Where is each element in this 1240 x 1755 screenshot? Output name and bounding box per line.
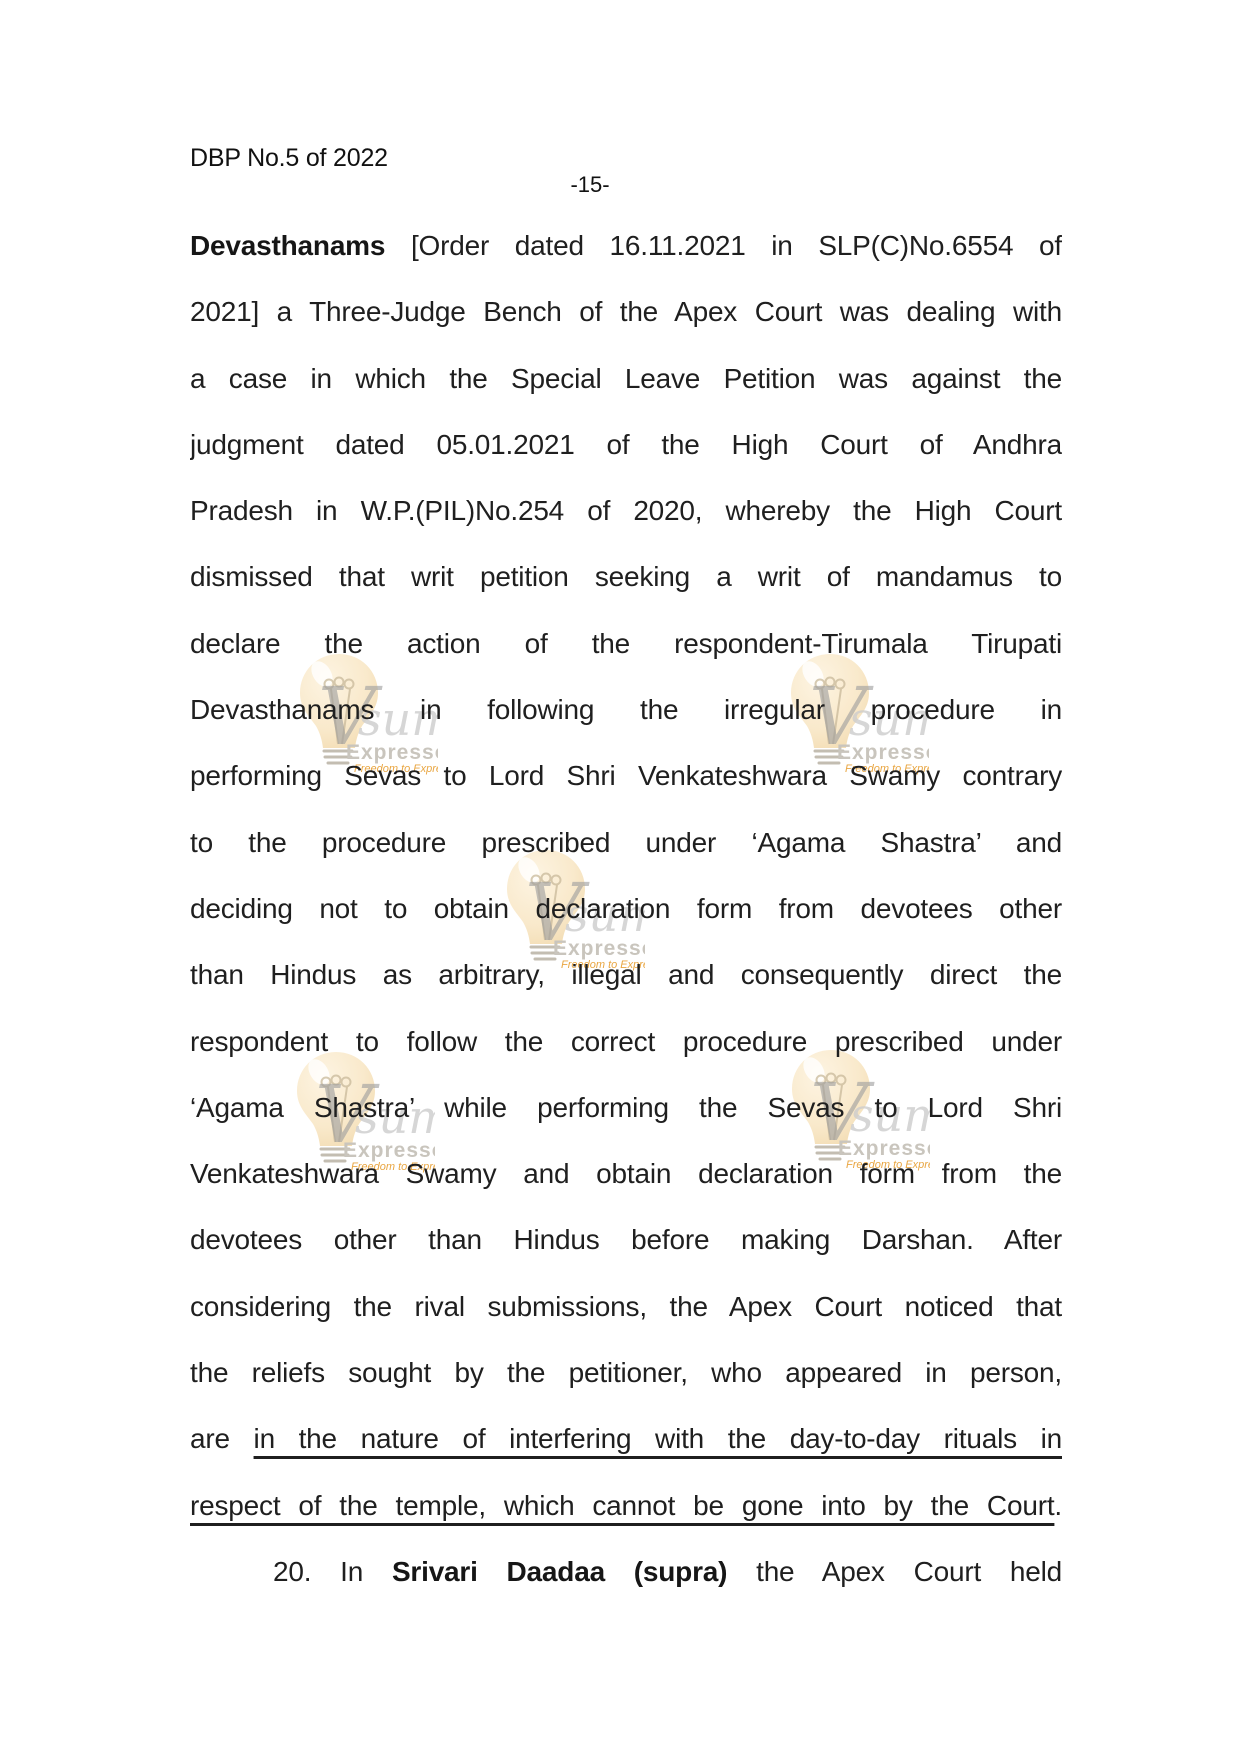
bold-case-name: Devasthanams <box>190 230 386 261</box>
text-line: devotees other than Hindus before making Darshan. After <box>190 1224 1062 1256</box>
text-line: Venkateshwara Swamy and obtain declaration form from the <box>190 1158 1062 1190</box>
text-line: ‘Agama Shastra’ while performing the Sevas to Lord Shri <box>190 1091 1062 1123</box>
text-line: 2021] a Three-Judge Bench of the Apex Court was dealing with <box>190 296 1062 328</box>
text-line: considering the rival submissions, the Apex Court noticed that <box>190 1290 1062 1322</box>
text-line: respondent to follow the correct procedure prescribed under <box>190 1025 1062 1057</box>
judgment-text <box>190 213 1062 1605</box>
text-line: dismissed that writ petition seeking a writ of mandamus to <box>190 561 1062 593</box>
text-line-paragraph-20: 20. In Srivari Daadaa (supra) the Apex Court held <box>273 1555 1062 1587</box>
text-line: respect of the temple, which cannot be gone into by the Court. <box>190 1489 1062 1521</box>
text-line: judgment dated 05.01.2021 of the High Court of Andhra <box>190 428 1062 460</box>
bold-case-name: Srivari Daadaa (supra) <box>391 1555 728 1587</box>
text-line: to the procedure prescribed under ‘Agama Shastra’ and <box>190 826 1062 858</box>
text-line: performing Sevas to Lord Shri Venkateshwara Swamy contrary <box>190 760 1062 792</box>
text-line: than Hindus as arbitrary, illegal and consequently direct the <box>190 959 1062 991</box>
underlined-passage: in the nature of interfering with the day-to-day rituals in <box>253 1423 1062 1455</box>
text-line: declare the action of the respondent-Tirumala Tirupati <box>190 627 1062 659</box>
page-number: -15- <box>570 172 610 197</box>
underlined-passage: respect of the temple, which cannot be gone into by the Court <box>190 1489 1055 1521</box>
text-line: are in the nature of interfering with the day-to-day rituals in <box>190 1423 1062 1455</box>
text-line: Devasthanams in following the irregular procedure in <box>190 694 1062 726</box>
text-line: Devasthanams [Order dated 16.11.2021 in SLP(C)No.6554 of <box>190 230 1062 261</box>
text-line: deciding not to obtain declaration form from devotees other <box>190 892 1062 924</box>
text-line: the reliefs sought by the petitioner, who appeared in person, <box>190 1357 1062 1389</box>
text-line: Pradesh in W.P.(PIL)No.254 of 2020, whereby the High Court <box>190 495 1062 527</box>
case-number: DBP No.5 of 2022 <box>190 144 388 172</box>
text-line: a case in which the Special Leave Petition was against the <box>190 362 1062 394</box>
